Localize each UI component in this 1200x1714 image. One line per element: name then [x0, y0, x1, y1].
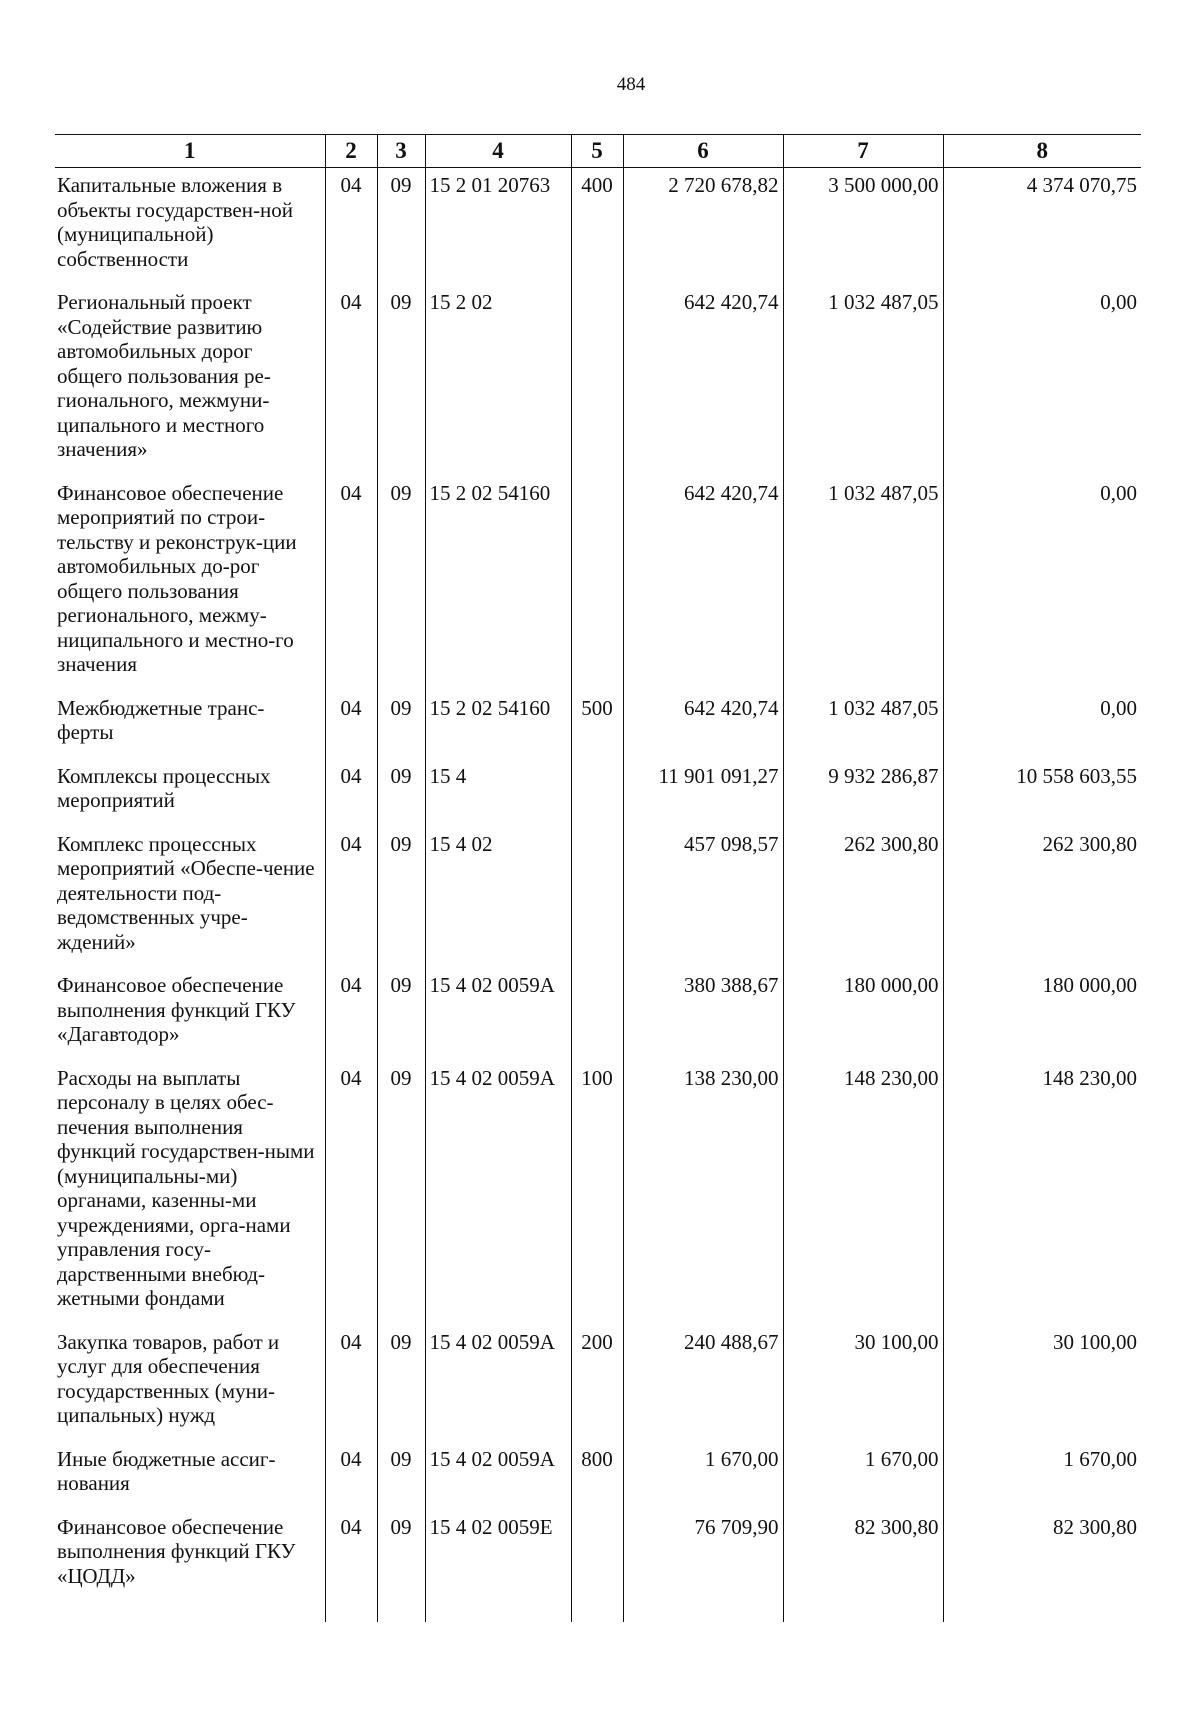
row-amount-col7: 30 100,00 — [783, 1325, 943, 1442]
row-name: Закупка товаров, работ и услуг для обеспечения государственных (муни-ципальных) нужд — [55, 1325, 325, 1442]
row-expense-type-code — [571, 1510, 623, 1623]
row-name: Расходы на выплаты персоналу в целях обес-печения выполнения функций государствен-ными (муниципальны-ми) органами, казенны-ми учреждениями, орга-нами управления госу-дарственными внебюд-жетными фондами — [55, 1061, 325, 1325]
row-amount-col6: 642 420,74 — [623, 285, 783, 476]
table-row — [55, 476, 1141, 691]
row-target-item-code: 15 4 02 — [425, 827, 571, 969]
table-row — [55, 168, 1141, 286]
row-amount-col6: 457 098,57 — [623, 827, 783, 969]
row-name: Финансовое обеспечение мероприятий по строи-тельству и реконструк-ции автомобильных до-рог общего пользования регионального, межму-ниципального и местно-го значения — [55, 476, 325, 691]
row-name: Межбюджетные транс-ферты — [55, 691, 325, 759]
row-expense-type-code: 400 — [571, 168, 623, 286]
row-section-code: 04 — [325, 476, 377, 691]
row-amount-col7: 148 230,00 — [783, 1061, 943, 1325]
row-target-item-code: 15 2 02 54160 — [425, 476, 571, 691]
table-row — [55, 1442, 1141, 1510]
row-amount-col7: 1 032 487,05 — [783, 285, 943, 476]
row-subsection-code: 09 — [377, 476, 425, 691]
row-amount-col6: 138 230,00 — [623, 1061, 783, 1325]
row-subsection-code: 09 — [377, 1442, 425, 1510]
row-expense-type-code: 100 — [571, 1061, 623, 1325]
table-row — [55, 1325, 1141, 1442]
row-target-item-code: 15 2 02 — [425, 285, 571, 476]
row-name: Комплекс процессных мероприятий «Обеспе-чение деятельности под-ведомственных учре-ждений» — [55, 827, 325, 969]
row-subsection-code: 09 — [377, 827, 425, 969]
row-subsection-code: 09 — [377, 168, 425, 286]
row-amount-col8: 30 100,00 — [943, 1325, 1141, 1442]
table-row — [55, 1061, 1141, 1325]
row-amount-col8: 4 374 070,75 — [943, 168, 1141, 286]
column-header-8: 8 — [943, 135, 1141, 168]
row-section-code: 04 — [325, 1510, 377, 1623]
row-amount-col6: 380 388,67 — [623, 968, 783, 1061]
row-name: Иные бюджетные ассиг-нования — [55, 1442, 325, 1510]
row-target-item-code: 15 4 02 0059А — [425, 1061, 571, 1325]
row-amount-col6: 642 420,74 — [623, 476, 783, 691]
column-header-2: 2 — [325, 135, 377, 168]
table-row — [55, 968, 1141, 1061]
header-row — [55, 135, 1141, 168]
table-row — [55, 1510, 1141, 1623]
budget-table-body — [55, 168, 1141, 1623]
row-amount-col7: 1 032 487,05 — [783, 691, 943, 759]
row-amount-col8: 148 230,00 — [943, 1061, 1141, 1325]
row-amount-col8: 0,00 — [943, 691, 1141, 759]
row-section-code: 04 — [325, 1442, 377, 1510]
row-target-item-code: 15 4 02 0059А — [425, 1325, 571, 1442]
row-name: Региональный проект «Содействие развитию автомобильных дорог общего пользования ре-гионального, межмуни-ципального и местного значения» — [55, 285, 325, 476]
row-amount-col8: 180 000,00 — [943, 968, 1141, 1061]
row-amount-col6: 2 720 678,82 — [623, 168, 783, 286]
row-subsection-code: 09 — [377, 1325, 425, 1442]
row-amount-col8: 1 670,00 — [943, 1442, 1141, 1510]
row-expense-type-code — [571, 476, 623, 691]
table-row — [55, 759, 1141, 827]
row-subsection-code: 09 — [377, 1510, 425, 1623]
row-section-code: 04 — [325, 827, 377, 969]
row-amount-col8: 82 300,80 — [943, 1510, 1141, 1623]
row-target-item-code: 15 4 02 0059Е — [425, 1510, 571, 1623]
row-expense-type-code: 800 — [571, 1442, 623, 1510]
row-subsection-code: 09 — [377, 1061, 425, 1325]
row-amount-col6: 11 901 091,27 — [623, 759, 783, 827]
row-amount-col6: 642 420,74 — [623, 691, 783, 759]
row-amount-col6: 76 709,90 — [623, 1510, 783, 1623]
row-expense-type-code: 500 — [571, 691, 623, 759]
row-name: Финансовое обеспечение выполнения функций ГКУ «Дагавтодор» — [55, 968, 325, 1061]
row-section-code: 04 — [325, 1061, 377, 1325]
row-name: Финансовое обеспечение выполнения функций ГКУ «ЦОДД» — [55, 1510, 325, 1623]
column-header-6: 6 — [623, 135, 783, 168]
row-target-item-code: 15 2 02 54160 — [425, 691, 571, 759]
row-expense-type-code — [571, 968, 623, 1061]
row-expense-type-code — [571, 827, 623, 969]
row-amount-col7: 180 000,00 — [783, 968, 943, 1061]
row-subsection-code: 09 — [377, 968, 425, 1061]
budget-table-wrapper — [55, 134, 1141, 1622]
page-number: 484 — [616, 74, 646, 95]
row-subsection-code: 09 — [377, 759, 425, 827]
row-amount-col7: 1 032 487,05 — [783, 476, 943, 691]
row-amount-col6: 240 488,67 — [623, 1325, 783, 1442]
row-amount-col7: 82 300,80 — [783, 1510, 943, 1623]
row-section-code: 04 — [325, 691, 377, 759]
row-expense-type-code — [571, 285, 623, 476]
row-amount-col8: 0,00 — [943, 285, 1141, 476]
row-amount-col7: 1 670,00 — [783, 1442, 943, 1510]
column-header-5: 5 — [571, 135, 623, 168]
row-amount-col8: 10 558 603,55 — [943, 759, 1141, 827]
row-section-code: 04 — [325, 968, 377, 1061]
row-amount-col7: 9 932 286,87 — [783, 759, 943, 827]
column-header-7: 7 — [783, 135, 943, 168]
row-section-code: 04 — [325, 1325, 377, 1442]
row-section-code: 04 — [325, 759, 377, 827]
row-amount-col7: 262 300,80 — [783, 827, 943, 969]
table-row — [55, 691, 1141, 759]
row-expense-type-code — [571, 759, 623, 827]
row-section-code: 04 — [325, 285, 377, 476]
row-target-item-code: 15 4 02 0059А — [425, 968, 571, 1061]
row-target-item-code: 15 4 02 0059А — [425, 1442, 571, 1510]
row-amount-col7: 3 500 000,00 — [783, 168, 943, 286]
row-section-code: 04 — [325, 168, 377, 286]
row-amount-col6: 1 670,00 — [623, 1442, 783, 1510]
row-subsection-code: 09 — [377, 285, 425, 476]
budget-table — [55, 134, 1141, 1622]
row-target-item-code: 15 2 01 20763 — [425, 168, 571, 286]
row-name: Комплексы процессных мероприятий — [55, 759, 325, 827]
table-row — [55, 285, 1141, 476]
column-header-1: 1 — [55, 135, 325, 168]
row-subsection-code: 09 — [377, 691, 425, 759]
row-name: Капитальные вложения в объекты государствен-ной (муниципальной) собственности — [55, 168, 325, 286]
column-header-3: 3 — [377, 135, 425, 168]
row-amount-col8: 0,00 — [943, 476, 1141, 691]
row-target-item-code: 15 4 — [425, 759, 571, 827]
row-expense-type-code: 200 — [571, 1325, 623, 1442]
row-amount-col8: 262 300,80 — [943, 827, 1141, 969]
column-header-4: 4 — [425, 135, 571, 168]
table-row — [55, 827, 1141, 969]
